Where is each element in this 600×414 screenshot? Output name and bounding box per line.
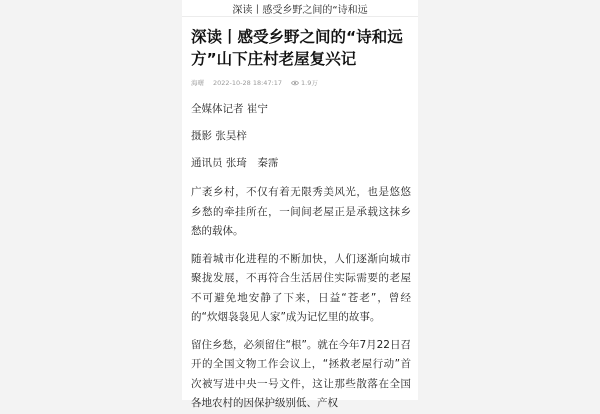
article-meta	[191, 78, 411, 87]
paragraph: 留住乡愁，必须留住“根”。就在今年7月22日召开的全国文物工作会议上，“拯救老屋行动”首次被写进中央一号文件，这让那些散落在全国各地农村的因保护级别低、产权	[191, 338, 411, 409]
view-count-value: 1.9万	[301, 79, 318, 87]
article-body[interactable]	[182, 17, 418, 414]
credit-correspondent: 通讯员 张琦 秦霈	[191, 157, 279, 169]
view-count	[291, 78, 318, 87]
phone-screen	[182, 0, 418, 409]
article-title: 深读丨感受乡野之间的“诗和远方”山下庄村老屋复兴记	[191, 28, 403, 68]
header-title: 深读丨感受乡野之间的“诗和远	[232, 4, 368, 16]
credit-photographer: 摄影 张昊梓	[191, 130, 247, 142]
page-header	[182, 0, 418, 17]
paragraph: 随着城市化进程的不断加快，人们逐渐向城市聚拢发展，不再符合生活居住实际需要的老屋不可避免地安静了下来，日益“苍老”，曾经的“炊烟袅袅见人家”成为记忆里的故事。	[191, 252, 411, 323]
source-link[interactable]: 海曙	[191, 79, 204, 87]
eye-icon	[291, 80, 299, 86]
publish-time: 2022-10-28 18:47:17	[213, 78, 283, 87]
paragraph: 广袤乡村，不仅有着无限秀美风光，也是悠悠乡愁的牵挂所在，一间间老屋正是承载这抹乡愁的载体。	[191, 186, 411, 237]
credit-reporter: 全媒体记者 崔宁	[191, 103, 268, 115]
